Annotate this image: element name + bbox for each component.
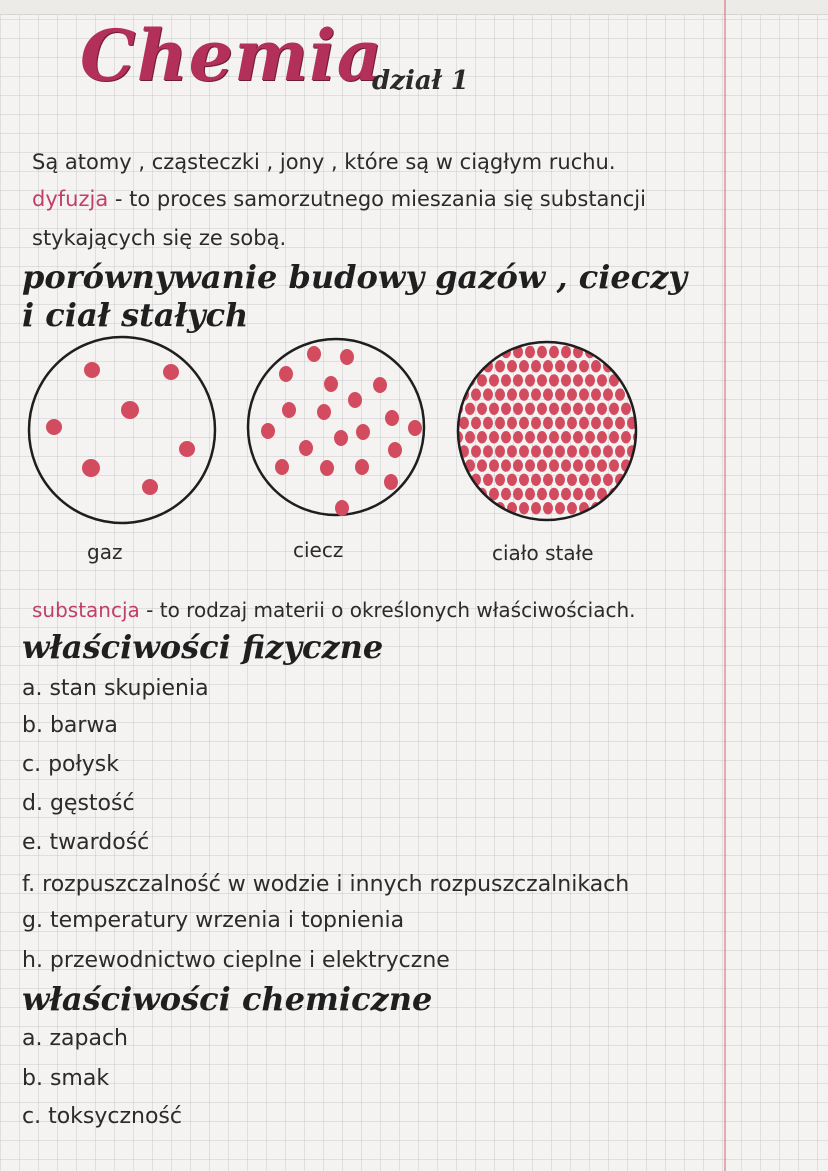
- page-top-edge: [0, 0, 828, 15]
- solid-particle: [567, 360, 577, 372]
- solid-particle: [495, 417, 505, 429]
- solid-particle: [615, 502, 625, 514]
- solid-particle: [471, 417, 481, 429]
- solid-particle: [531, 388, 541, 400]
- solid-particle: [537, 459, 547, 471]
- solid-particle: [543, 388, 553, 400]
- solid-particle: [603, 417, 613, 429]
- solid-particle: [483, 474, 493, 486]
- solid-particle: [555, 417, 565, 429]
- diffusion-text: - to proces samorzutnego mieszania się substancji: [108, 187, 646, 211]
- solid-particle: [591, 417, 601, 429]
- solid-particle: [549, 403, 559, 415]
- solid-particle: [483, 388, 493, 400]
- solid-particle: [513, 431, 523, 443]
- solid-particle: [483, 445, 493, 457]
- comparison-heading-line-1: porównywanie budowy gazów , cieczy: [22, 258, 688, 296]
- solid-particle: [579, 388, 589, 400]
- chemical-item-b: b. smak: [22, 1066, 110, 1091]
- solid-particle: [465, 346, 475, 358]
- solid-particle: [579, 360, 589, 372]
- gas-diagram: [24, 332, 220, 528]
- solid-particle: [561, 431, 571, 443]
- solid-particle: [543, 417, 553, 429]
- solid-particle: [555, 445, 565, 457]
- solid-particle: [483, 417, 493, 429]
- solid-particle: [627, 474, 637, 486]
- solid-particle: [585, 459, 595, 471]
- solid-particle: [597, 374, 607, 386]
- solid-particle: [543, 474, 553, 486]
- solid-particle: [537, 488, 547, 500]
- solid-particle: [555, 360, 565, 372]
- solid-particle: [561, 488, 571, 500]
- solid-particle: [549, 459, 559, 471]
- solid-particle: [639, 474, 642, 486]
- solid-particle: [609, 459, 619, 471]
- solid-particle: [567, 502, 577, 514]
- chemical-properties-heading: właściwości chemiczne: [22, 980, 433, 1018]
- solid-particle: [489, 403, 499, 415]
- solid-particle: [471, 502, 481, 514]
- solid-particle: [459, 502, 469, 514]
- intro-line-1: Są atomy , cząsteczki , jony , które są w ciągłym ruchu.: [32, 150, 616, 174]
- solid-particle: [507, 417, 517, 429]
- solid-particle: [615, 388, 625, 400]
- solid-particle: [513, 488, 523, 500]
- solid-particle: [597, 459, 607, 471]
- solid-particle: [537, 403, 547, 415]
- solid-particle: [567, 417, 577, 429]
- solid-particle: [519, 502, 529, 514]
- solid-particle: [489, 374, 499, 386]
- physical-item-g: g. temperatury wrzenia i topnienia: [22, 908, 405, 933]
- solid-particle: [471, 445, 481, 457]
- solid-particle: [591, 388, 601, 400]
- solid-particle: [549, 431, 559, 443]
- solid-particle: [621, 346, 631, 358]
- solid-particle: [603, 445, 613, 457]
- solid-particle: [633, 488, 642, 500]
- solid-particle: [561, 403, 571, 415]
- solid-particle: [525, 403, 535, 415]
- solid-particle: [501, 459, 511, 471]
- solid-particle: [483, 502, 493, 514]
- solid-particle: [477, 459, 487, 471]
- solid-particle: [531, 502, 541, 514]
- solid-particle: [639, 445, 642, 457]
- solid-particle: [543, 360, 553, 372]
- chemical-item-c: c. toksyczność: [22, 1104, 182, 1129]
- page-subtitle: dział 1: [372, 66, 469, 96]
- solid-particle: [603, 502, 613, 514]
- solid-particle: [639, 417, 642, 429]
- solid-particle: [531, 417, 541, 429]
- solid-particle: [591, 360, 601, 372]
- solid-particle: [525, 488, 535, 500]
- solid-particle: [609, 431, 619, 443]
- solid-particle: [465, 431, 475, 443]
- solid-particle: [495, 474, 505, 486]
- solid-particle: [489, 459, 499, 471]
- solid-particle: [627, 360, 637, 372]
- solid-particle: [567, 445, 577, 457]
- solid-particle: [573, 431, 583, 443]
- solid-particle: [561, 346, 571, 358]
- solid-particle: [531, 474, 541, 486]
- solid-particle: [579, 474, 589, 486]
- gas-particles-diagram-icon: [24, 332, 220, 528]
- solid-particle: [531, 445, 541, 457]
- solid-particle: [531, 360, 541, 372]
- gas-caption: gaz: [87, 540, 123, 564]
- solid-particle: [615, 445, 625, 457]
- solid-particle: [525, 459, 535, 471]
- solid-particle: [567, 474, 577, 486]
- diffusion-definition: [32, 187, 646, 211]
- physical-properties-heading: właściwości fizyczne: [22, 628, 384, 666]
- solid-particle: [549, 488, 559, 500]
- chemical-item-a: a. zapach: [22, 1026, 128, 1051]
- solid-particle: [513, 403, 523, 415]
- substance-definition: [32, 598, 636, 622]
- solid-particle: [459, 360, 469, 372]
- solid-particle: [597, 403, 607, 415]
- physical-item-h: h. przewodnictwo cieplne i elektryczne: [22, 948, 450, 973]
- solid-particle: [579, 445, 589, 457]
- solid-particle: [585, 431, 595, 443]
- margin-line: [724, 0, 726, 1171]
- solid-particle: [555, 502, 565, 514]
- substance-term: substancja: [32, 598, 140, 622]
- solid-particle: [573, 374, 583, 386]
- solid-particle: [585, 488, 595, 500]
- solid-particle: [501, 488, 511, 500]
- solid-particle: [489, 431, 499, 443]
- physical-item-a: a. stan skupienia: [22, 676, 209, 701]
- solid-particle: [627, 502, 637, 514]
- solid-particle: [525, 374, 535, 386]
- solid-particle: [609, 403, 619, 415]
- solid-particle: [507, 445, 517, 457]
- diffusion-term: dyfuzja: [32, 187, 109, 211]
- solid-particle: [639, 388, 642, 400]
- substance-text: - to rodzaj materii o określonych właściwościach.: [139, 598, 636, 622]
- solid-particle: [519, 417, 529, 429]
- solid-particle: [573, 459, 583, 471]
- solid-particle: [453, 459, 463, 471]
- solid-particle: [477, 346, 487, 358]
- solid-particle: [477, 431, 487, 443]
- liquid-particles-diagram-icon: [244, 332, 430, 522]
- physical-item-c: c. połysk: [22, 752, 119, 777]
- solid-particle: [633, 459, 642, 471]
- solid-particle: [477, 403, 487, 415]
- solid-diagram: [452, 338, 642, 524]
- solid-particle: [501, 403, 511, 415]
- solid-particle: [603, 474, 613, 486]
- solid-particle: [537, 346, 547, 358]
- solid-particle: [471, 360, 481, 372]
- solid-particle: [597, 431, 607, 443]
- solid-particle: [501, 431, 511, 443]
- solid-particle: [633, 374, 642, 386]
- solid-particle: [507, 388, 517, 400]
- solid-particle: [639, 502, 642, 514]
- solid-particle: [459, 474, 469, 486]
- liquid-caption: ciecz: [293, 538, 344, 562]
- solid-particle: [543, 502, 553, 514]
- solid-particle: [609, 346, 619, 358]
- solid-particle: [453, 346, 463, 358]
- solid-particle: [555, 474, 565, 486]
- solid-particle: [549, 346, 559, 358]
- physical-item-f: f. rozpuszczalność w wodzie i innych rozpuszczalnikach: [22, 872, 630, 897]
- solid-particle: [507, 360, 517, 372]
- solid-particle: [561, 374, 571, 386]
- solid-particle: [579, 417, 589, 429]
- solid-particle: [465, 488, 475, 500]
- liquid-diagram: [244, 332, 430, 522]
- solid-particle: [591, 474, 601, 486]
- solid-particle: [513, 459, 523, 471]
- solid-particle: [537, 374, 547, 386]
- physical-item-b: b. barwa: [22, 713, 118, 738]
- solid-particle: [471, 388, 481, 400]
- solid-particle: [519, 445, 529, 457]
- solid-particle: [453, 374, 463, 386]
- solid-particle: [621, 431, 631, 443]
- solid-particle: [633, 346, 642, 358]
- solid-particle: [585, 403, 595, 415]
- solid-particle: [567, 388, 577, 400]
- solid-particle: [621, 488, 631, 500]
- solid-particle: [561, 459, 571, 471]
- solid-particle: [525, 346, 535, 358]
- solid-particle: [507, 474, 517, 486]
- solid-particle: [639, 360, 642, 372]
- comparison-heading-line-2: i ciał stałych: [22, 296, 249, 334]
- solid-particle: [591, 445, 601, 457]
- solid-particle: [585, 374, 595, 386]
- solid-particle: [465, 403, 475, 415]
- solid-particle: [573, 403, 583, 415]
- solid-caption: ciało stałe: [492, 541, 594, 565]
- solid-particle: [555, 388, 565, 400]
- solid-particle: [519, 360, 529, 372]
- solid-particle: [543, 445, 553, 457]
- solid-particle: [621, 403, 631, 415]
- solid-particle: [525, 431, 535, 443]
- physical-item-d: d. gęstość: [22, 791, 135, 816]
- solid-particle: [615, 417, 625, 429]
- solid-particle: [513, 374, 523, 386]
- solid-particle: [519, 388, 529, 400]
- solid-particle: [549, 374, 559, 386]
- solid-particle: [495, 360, 505, 372]
- solid-particle: [501, 374, 511, 386]
- solid-particle: [495, 445, 505, 457]
- solid-particle: [453, 488, 463, 500]
- solid-particle: [537, 431, 547, 443]
- solid-particle: [597, 346, 607, 358]
- page-title: Chemia: [80, 14, 384, 97]
- solid-particle: [495, 388, 505, 400]
- solid-particle: [573, 488, 583, 500]
- solid-particle: [615, 360, 625, 372]
- physical-item-e: e. twardość: [22, 830, 150, 855]
- diffusion-line-2: stykających się ze sobą.: [32, 226, 287, 250]
- solid-particle: [519, 474, 529, 486]
- solid-particle: [603, 388, 613, 400]
- solid-particle: [459, 417, 469, 429]
- solid-particles-diagram-icon: [452, 338, 642, 524]
